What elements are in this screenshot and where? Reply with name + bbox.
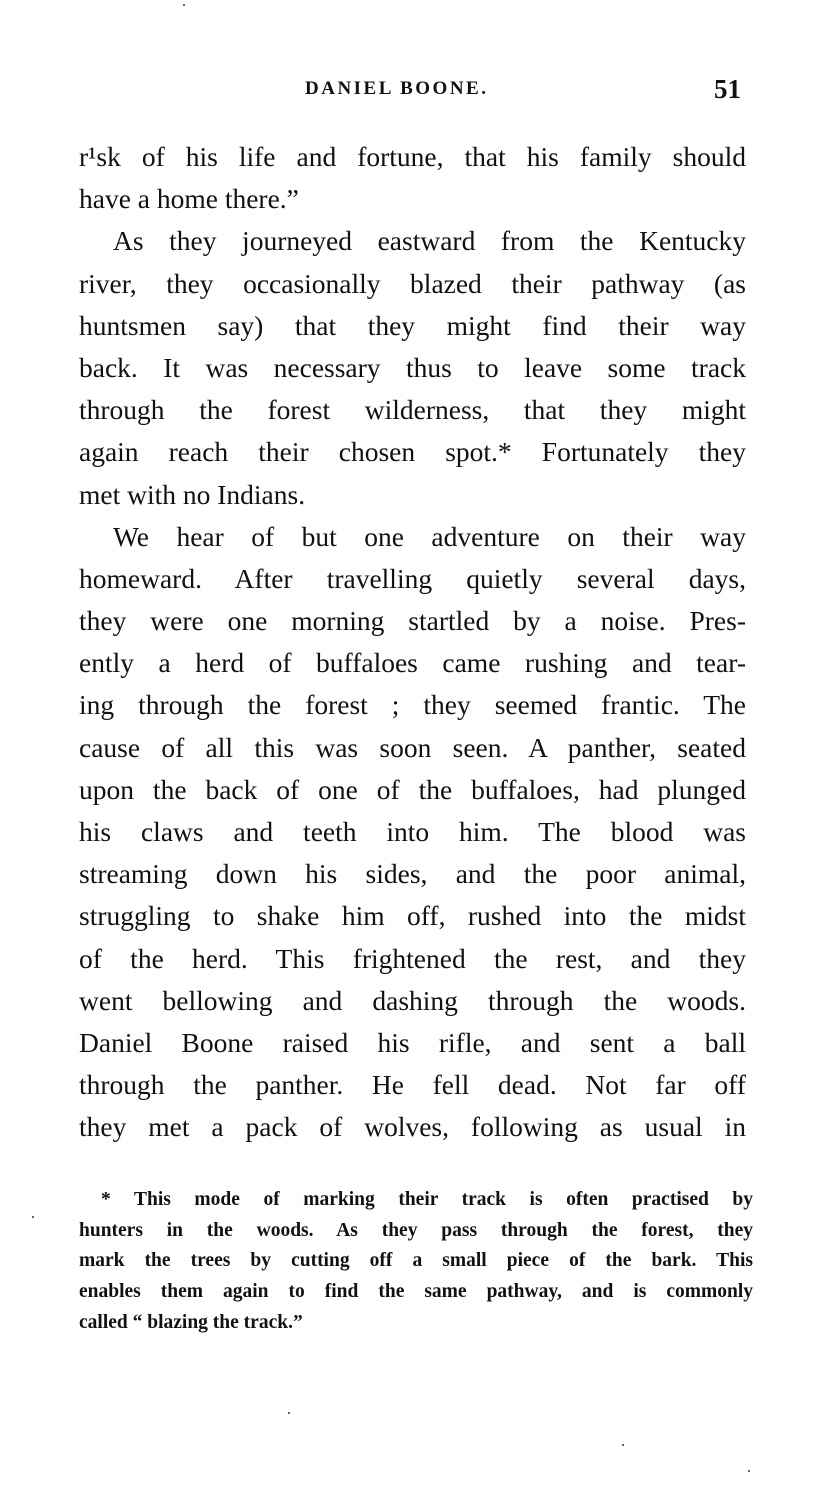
text-line: ing through the forest ; they seemed frantic. The bbox=[79, 689, 746, 721]
text-line: his claws and teeth into him. The blood was bbox=[79, 816, 746, 847]
footnote-line: hunters in the woods. As they pass through the forest, they bbox=[79, 1219, 753, 1241]
text-line: again reach their chosen spot.* Fortunately they bbox=[79, 436, 746, 468]
text-line: met with no Indians. bbox=[79, 478, 306, 510]
text-line: river, they occasionally blazed their pathway (as bbox=[79, 267, 746, 299]
text-line: As they journeyed eastward from the Kentucky bbox=[113, 225, 746, 257]
text-line: have a home there.” bbox=[79, 183, 299, 215]
text-line: struggling to shake him off, rushed into the midst bbox=[79, 900, 746, 932]
footnote-line: mark the trees by cutting off a small piece of the bark. This bbox=[79, 1250, 753, 1272]
text-line: they met a pack of wolves, following as usual in bbox=[79, 1111, 746, 1143]
text-line: upon the back of one of the buffaloes, had plunged bbox=[79, 773, 746, 805]
text-line: Daniel Boone raised his rifle, and sent a ball bbox=[79, 1026, 746, 1058]
text-line: We hear of but one adventure on their way bbox=[113, 520, 746, 552]
text-line: streaming down his sides, and the poor animal, bbox=[79, 858, 746, 890]
text-line: back. It was necessary thus to leave some track bbox=[79, 351, 746, 383]
scan-speck bbox=[183, 4, 185, 6]
text-line: of the herd. This frightened the rest, and they bbox=[79, 942, 746, 974]
scan-speck bbox=[32, 1216, 34, 1218]
running-title: DANIEL BOONE. bbox=[305, 78, 489, 99]
scan-speck bbox=[622, 1444, 624, 1446]
footnote-line: enables them again to find the same pathway, and is commonly bbox=[79, 1281, 753, 1303]
text-line: cause of all this was soon seen. A panther, seated bbox=[79, 731, 746, 763]
text-line: through the forest wilderness, that they might bbox=[79, 394, 746, 426]
running-head bbox=[0, 74, 817, 104]
footnote-line: called “ blazing the track.” bbox=[79, 1311, 303, 1333]
text-line: r¹sk of his life and fortune, that his family should bbox=[79, 141, 746, 172]
text-line: through the panther. He fell dead. Not far off bbox=[79, 1069, 746, 1101]
text-line: homeward. After travelling quietly several days, bbox=[79, 562, 746, 594]
body-text bbox=[79, 136, 746, 1149]
scan-speck bbox=[748, 1470, 750, 1472]
text-line: ently a herd of buffaloes came rushing and tear- bbox=[79, 647, 746, 679]
text-line: they were one morning startled by a noise. Pres- bbox=[79, 605, 746, 637]
text-line: huntsmen say) that they might find their way bbox=[79, 309, 746, 341]
footnote bbox=[79, 1185, 753, 1338]
footnote-line: * This mode of marking their track is often practised by bbox=[101, 1189, 753, 1210]
page-number: 51 bbox=[714, 74, 741, 104]
scan-speck bbox=[288, 1412, 290, 1414]
text-line: went bellowing and dashing through the woods. bbox=[79, 984, 746, 1016]
